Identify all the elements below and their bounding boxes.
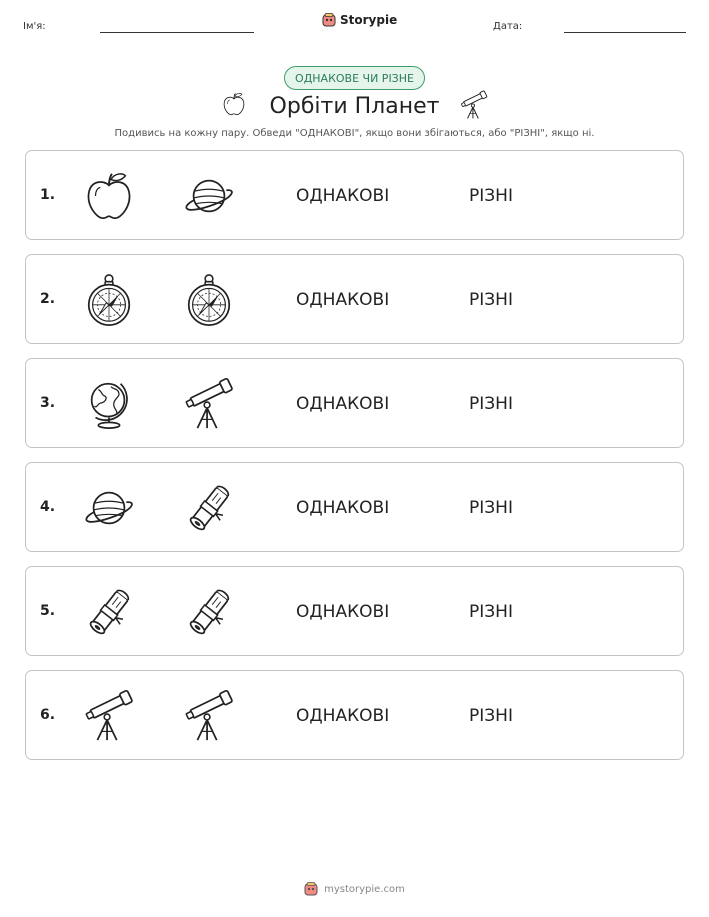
date-line[interactable] (564, 32, 686, 33)
scroll-icon (181, 481, 237, 535)
question-card-1 (25, 150, 684, 240)
same-option[interactable]: ОДНАКОВІ (296, 498, 390, 518)
footer (0, 882, 709, 896)
different-option[interactable]: РІЗНІ (469, 602, 513, 622)
telescope-icon (181, 689, 237, 743)
instructions: Подивись на кожну пару. Обведи "ОДНАКОВІ", якщо вони збігаються, або "РІЗНІ", якщо ні. (114, 128, 595, 139)
compass-icon (81, 273, 137, 327)
question-number: 3. (40, 395, 56, 411)
storypie-logo-icon (304, 882, 318, 896)
same-option[interactable]: ОДНАКОВІ (296, 186, 390, 206)
same-option[interactable]: ОДНАКОВІ (296, 602, 390, 622)
question-number: 1. (40, 187, 56, 203)
brand (322, 13, 397, 27)
planet-icon (181, 169, 237, 223)
question-card-4 (25, 462, 684, 552)
different-option[interactable]: РІЗНІ (469, 394, 513, 414)
same-option[interactable]: ОДНАКОВІ (296, 290, 390, 310)
question-card-5 (25, 566, 684, 656)
telescope-icon (81, 689, 137, 743)
scroll-icon (81, 585, 137, 639)
question-number: 5. (40, 603, 56, 619)
apple-icon (81, 169, 137, 223)
question-card-3 (25, 358, 684, 448)
question-number: 2. (40, 291, 56, 307)
globe-icon (81, 377, 137, 431)
scroll-icon (181, 585, 237, 639)
question-number: 6. (40, 707, 56, 723)
different-option[interactable]: РІЗНІ (469, 706, 513, 726)
telescope-icon (181, 377, 237, 431)
name-label: Ім'я: (23, 21, 46, 32)
same-option[interactable]: ОДНАКОВІ (296, 706, 390, 726)
question-card-2 (25, 254, 684, 344)
worksheet-type-badge: ОДНАКОВЕ ЧИ РІЗНЕ (284, 66, 425, 90)
storypie-logo-icon (322, 13, 336, 27)
question-card-6 (25, 670, 684, 760)
different-option[interactable]: РІЗНІ (469, 290, 513, 310)
same-option[interactable]: ОДНАКОВІ (296, 394, 390, 414)
different-option[interactable]: РІЗНІ (469, 186, 513, 206)
name-line[interactable] (100, 32, 254, 33)
date-label: Дата: (493, 21, 523, 32)
planet-icon (81, 481, 137, 535)
telescope-icon (459, 90, 489, 120)
compass-icon (181, 273, 237, 327)
different-option[interactable]: РІЗНІ (469, 498, 513, 518)
footer-url[interactable]: mystorypie.com (324, 883, 405, 895)
brand-name: Storypie (340, 13, 398, 27)
question-number: 4. (40, 499, 56, 515)
page-title: Орбіти Планет (269, 94, 440, 119)
